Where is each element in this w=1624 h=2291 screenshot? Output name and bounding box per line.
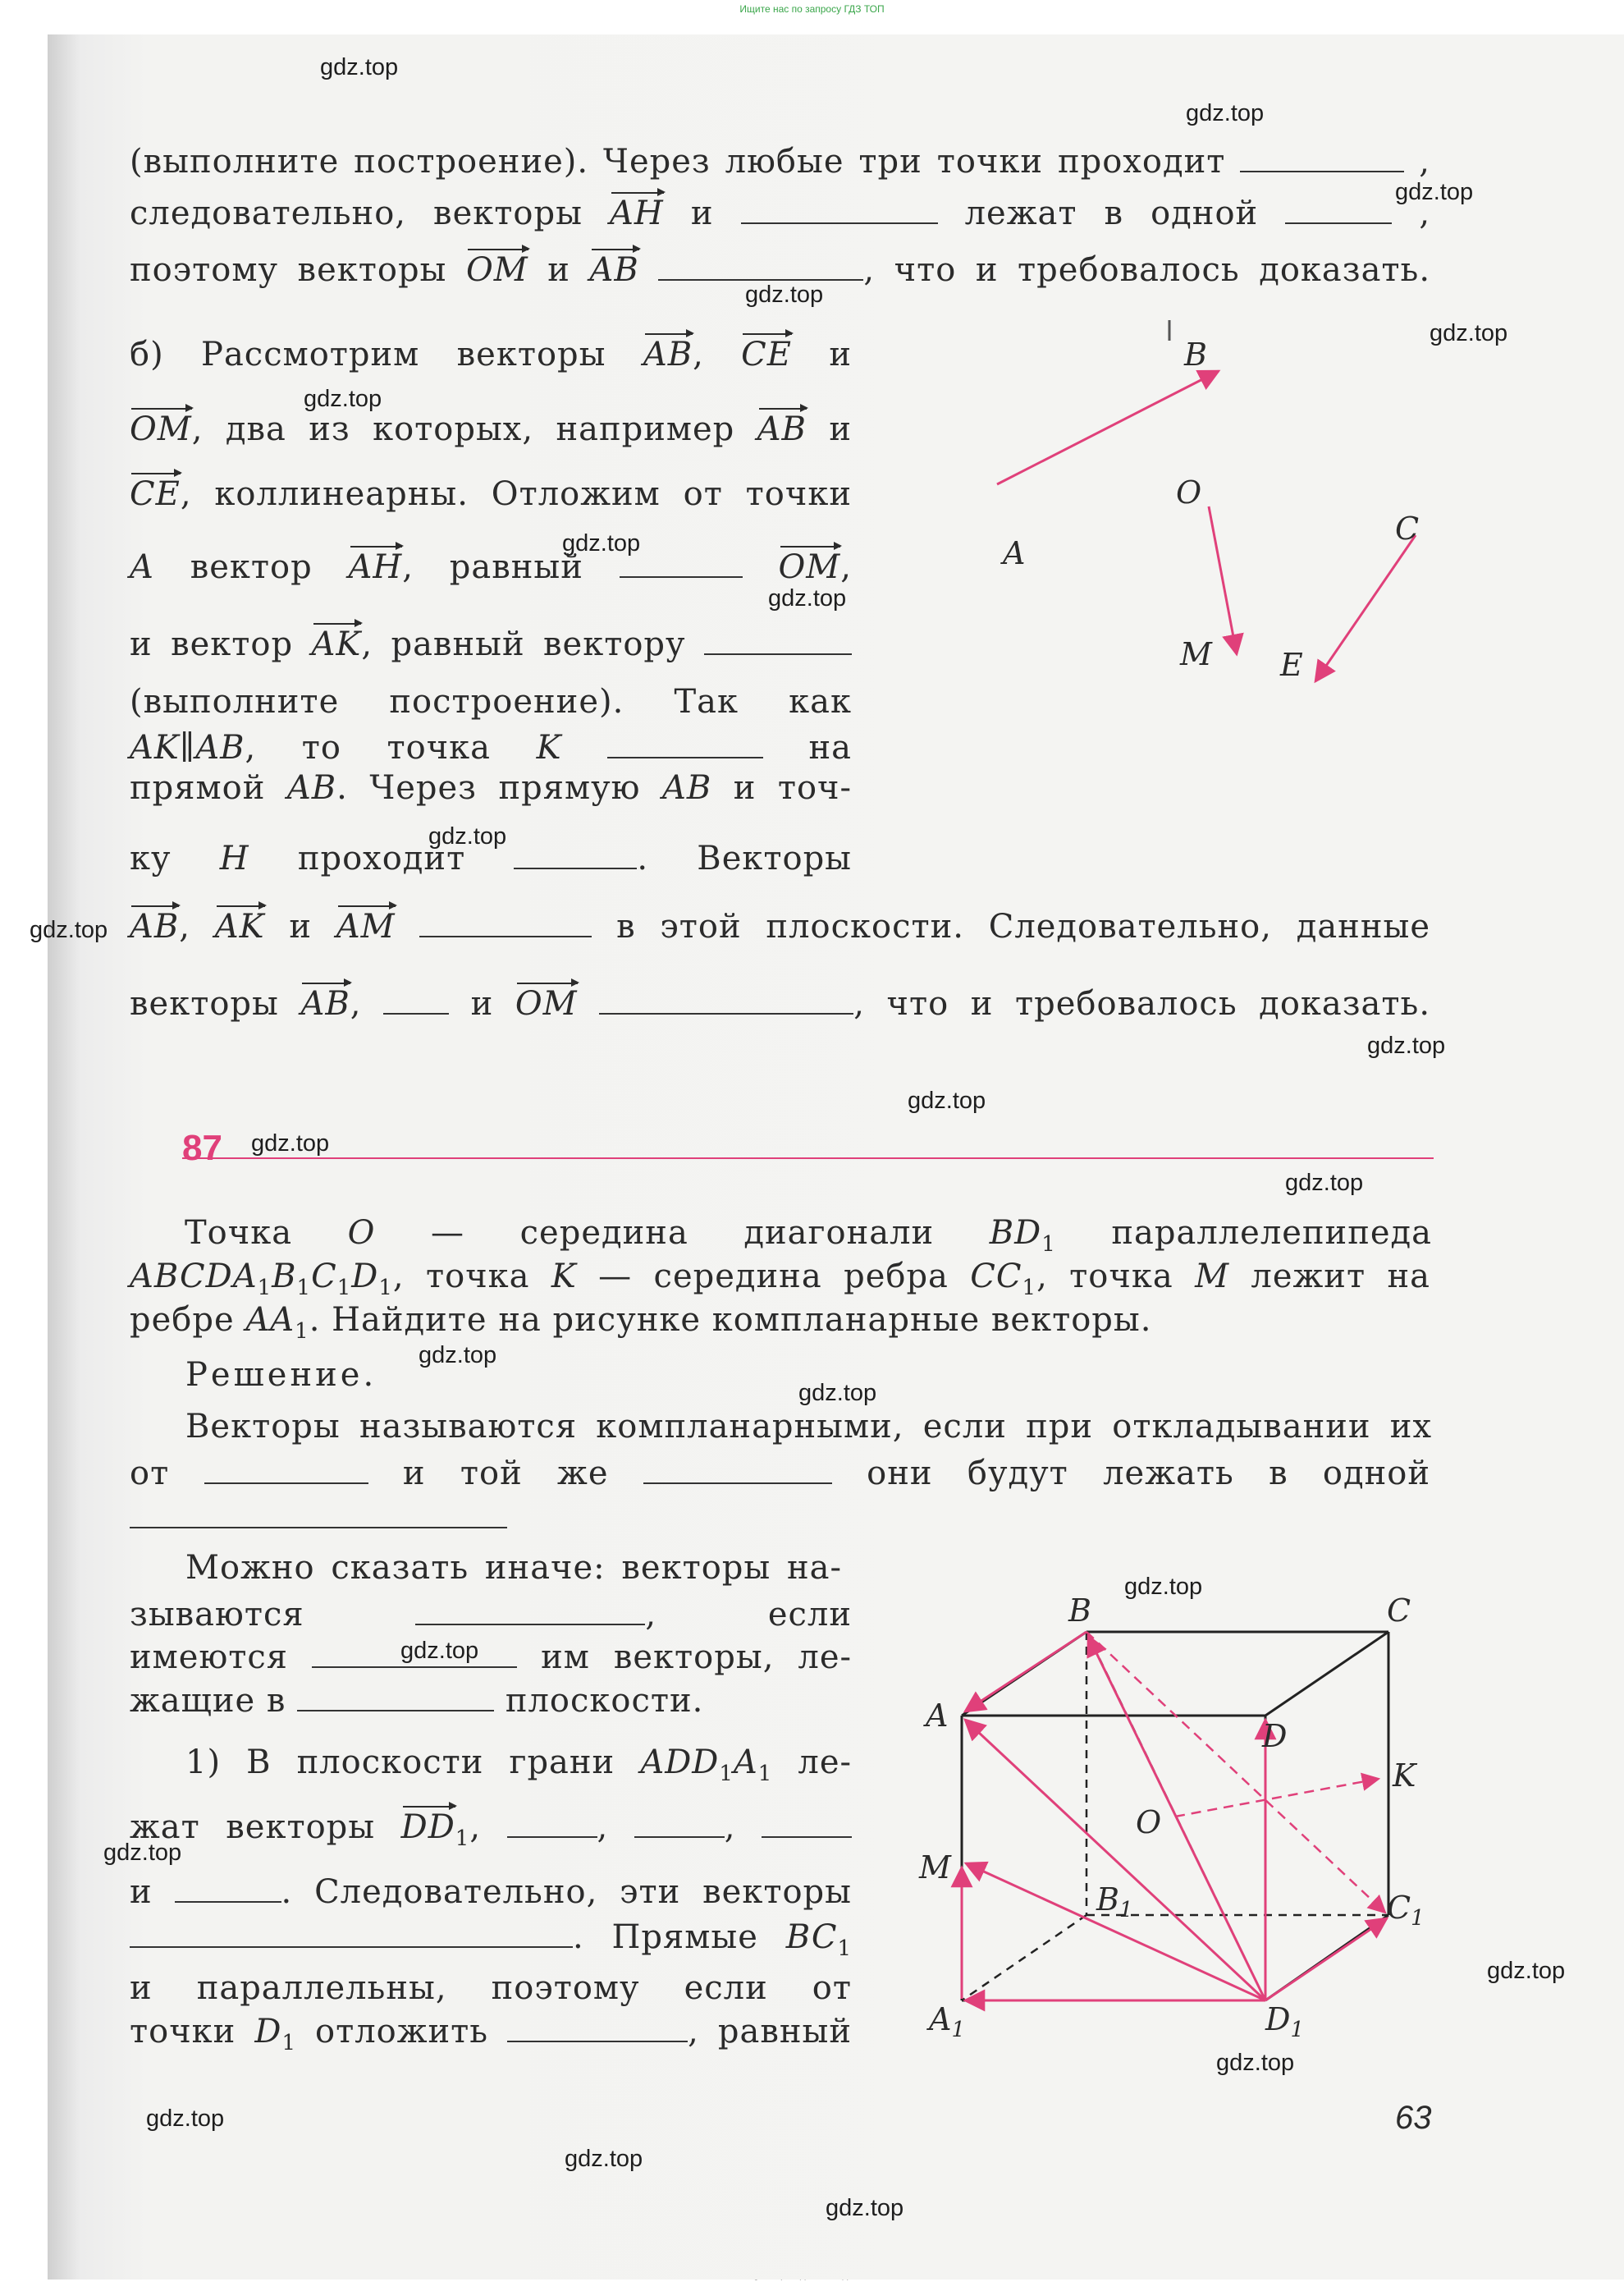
edge-dc bbox=[1265, 1632, 1388, 1716]
label-k: K bbox=[1393, 1757, 1416, 1794]
watermark: gdz.top bbox=[745, 282, 824, 308]
text-line: AB, AK и AM в этой плоскости. Следовательно, данные bbox=[130, 908, 1431, 946]
vector-ba bbox=[965, 1632, 1086, 1711]
vector-diagram bbox=[972, 316, 1432, 718]
label-c: C bbox=[1387, 1592, 1411, 1629]
text-line: A вектор AH, равный OM, bbox=[130, 548, 852, 586]
text-line: прямой AB. Через прямую AB и точ- bbox=[130, 769, 853, 807]
text-line bbox=[130, 1499, 507, 1534]
label-o: O bbox=[1176, 474, 1202, 511]
vector-d1b bbox=[1088, 1636, 1265, 2000]
watermark: gdz.top bbox=[1285, 1170, 1364, 1196]
text-line: Точка O — середина диагонали $BD_1$ параллелепипеда bbox=[185, 1214, 1433, 1257]
watermark: gdz.top bbox=[30, 917, 108, 943]
label-b: B bbox=[1184, 337, 1207, 373]
vector-d1c1 bbox=[1265, 1918, 1387, 2000]
text-line: векторы AB, и OM , что и требовалось доказать. bbox=[130, 985, 1431, 1023]
page-number: 63 bbox=[1395, 2100, 1432, 2136]
problem-number: 87 bbox=[182, 1128, 222, 1168]
watermark: gdz.top bbox=[1216, 2050, 1295, 2076]
watermark: gdz.top bbox=[1186, 100, 1265, 126]
watermark: gdz.top bbox=[103, 1840, 182, 1866]
watermark: gdz.top bbox=[1395, 179, 1474, 205]
vector-ab bbox=[997, 371, 1219, 484]
watermark: gdz.top bbox=[428, 823, 507, 850]
text-line: зываются , если bbox=[130, 1596, 852, 1633]
watermark: gdz.top bbox=[1487, 1958, 1566, 1984]
watermark: gdz.top bbox=[320, 54, 399, 80]
parallelepiped-diagram bbox=[886, 1588, 1444, 2048]
text-line: ку H проходит . Векторы bbox=[130, 840, 853, 877]
watermark: gdz.top bbox=[908, 1088, 986, 1114]
text-line: (выполните построение). Так как bbox=[130, 683, 852, 721]
label-b: B bbox=[1068, 1592, 1091, 1629]
text-line: CE, коллинеарны. Отложим от точки bbox=[130, 475, 852, 513]
text-line: AK∥AB, то точка K на bbox=[130, 729, 853, 767]
watermark: gdz.top bbox=[768, 585, 847, 612]
vector-om bbox=[1209, 506, 1237, 654]
watermark: gdz.top bbox=[565, 2146, 643, 2172]
text-line: и параллельны, поэтому если от bbox=[130, 1969, 852, 2007]
text-line: Можно сказать иначе: векторы на- bbox=[185, 1549, 842, 1587]
label-m: M bbox=[1180, 636, 1212, 672]
watermark: gdz.top bbox=[1367, 1033, 1446, 1059]
label-b1: $B_1$ bbox=[1096, 1881, 1133, 1922]
watermark: gdz.top bbox=[1124, 1574, 1203, 1600]
label-d: D bbox=[1262, 1718, 1288, 1754]
text-line: и . Следовательно, эти векторы bbox=[130, 1873, 852, 1911]
text-line: жащие в плоскости. bbox=[130, 1682, 704, 1720]
vector-ok bbox=[1175, 1779, 1379, 1817]
text-line: следовательно, векторы AH и лежат в одной , bbox=[130, 195, 1431, 232]
text-line: точки $D_1$ отложить , равный bbox=[130, 2013, 852, 2055]
watermark: gdz.top bbox=[304, 386, 382, 412]
edge-b1a1-hidden bbox=[962, 1915, 1086, 2000]
label-m: M bbox=[919, 1849, 951, 1885]
label-a: A bbox=[926, 1698, 949, 1734]
vector-ce bbox=[1315, 535, 1416, 681]
text-line: . Прямые $BC_1$ bbox=[130, 1918, 852, 1959]
watermark: gdz.top bbox=[419, 1342, 497, 1368]
watermark: gdz.top bbox=[826, 2195, 904, 2221]
text-line: OM, два из которых, например AB и bbox=[130, 410, 853, 448]
label-a1: $A_1$ bbox=[929, 2001, 965, 2042]
watermark: gdz.top bbox=[251, 1130, 330, 1157]
text-line: и вектор AK, равный вектору bbox=[130, 625, 852, 661]
text-line: 1) В плоскости грани $ADD_1A_1$ ле- bbox=[185, 1743, 853, 1786]
watermark: gdz.top bbox=[798, 1380, 877, 1406]
vector-bc1 bbox=[1086, 1632, 1385, 1913]
text-line: $ABCDA_1B_1C_1D_1$, точка K — середина ребра $CC_1$, точка M лежит на bbox=[130, 1258, 1430, 1300]
watermark: gdz.top bbox=[562, 530, 641, 557]
text-line: от и той же они будут лежать в одной bbox=[130, 1455, 1431, 1492]
label-o: O bbox=[1136, 1804, 1162, 1840]
label-c: C bbox=[1395, 511, 1420, 547]
watermark: gdz.top bbox=[146, 2105, 225, 2132]
divider bbox=[182, 1157, 1434, 1159]
solution-heading: Решение. bbox=[185, 1356, 377, 1394]
vector-d1a bbox=[965, 1720, 1265, 2000]
top-note: Ищите нас по запросу ГДЗ ТОП bbox=[739, 3, 885, 15]
label-e: E bbox=[1280, 647, 1303, 683]
text-line: б) Рассмотрим векторы AB, CE и bbox=[130, 336, 852, 373]
watermark: gdz.top bbox=[400, 1638, 479, 1664]
text-line: (выполните построение). Через любые три точки проходит , bbox=[130, 143, 1430, 181]
label-c1: $C_1$ bbox=[1387, 1890, 1425, 1931]
text-line: жат векторы $DD_1$, , , bbox=[130, 1808, 852, 1849]
watermark: gdz.top bbox=[1430, 320, 1508, 346]
label-d1: $D_1$ bbox=[1265, 2001, 1305, 2042]
text-line: поэтому векторы OM и AB , что и требовалось доказать. bbox=[130, 251, 1431, 289]
text-line: ребре $AA_1$. Найдите на рисунке компланарные векторы. bbox=[130, 1301, 1152, 1344]
label-a: A bbox=[1003, 535, 1026, 571]
text-line: Векторы называются компланарными, если при откладывании их bbox=[185, 1408, 1432, 1446]
text-line: имеются им векторы, ле- bbox=[130, 1638, 853, 1676]
